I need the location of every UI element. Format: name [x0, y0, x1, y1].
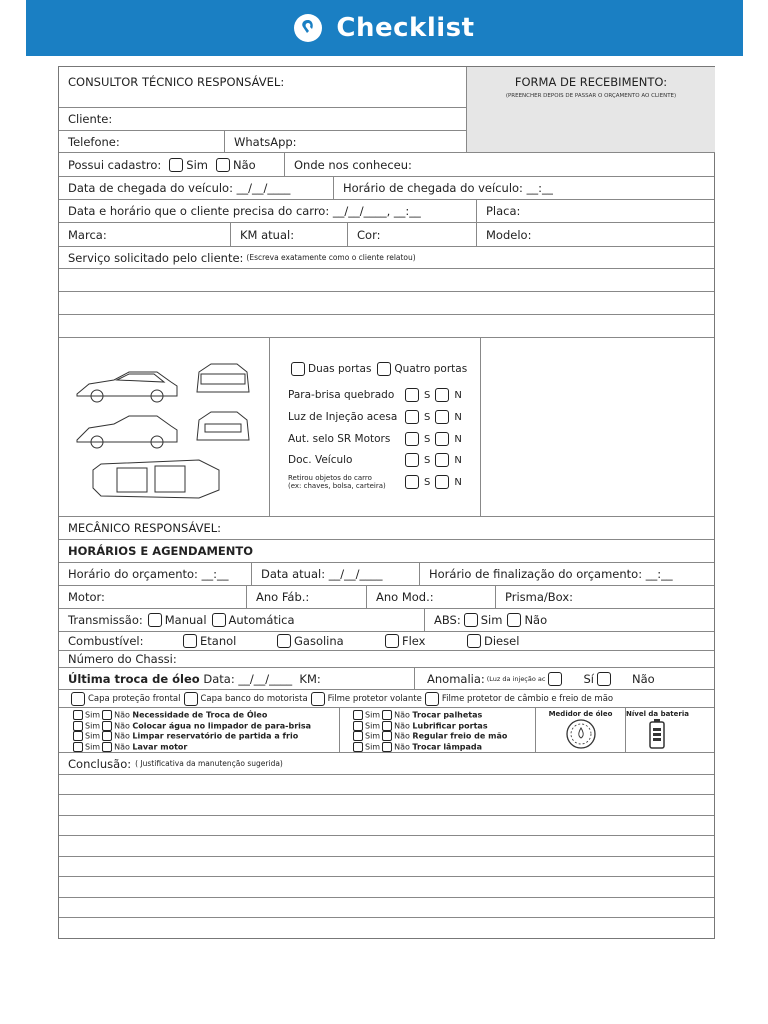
- objetos-s-checkbox[interactable]: [405, 475, 419, 489]
- consultor-field[interactable]: CONSULTOR TÉCNICO RESPONSÁVEL:: [68, 75, 285, 89]
- check-row-objetos: Retirou objetos do carro (ex: chaves, bolsa, carteira) S N: [288, 474, 462, 490]
- check-motor-sim[interactable]: [73, 742, 83, 752]
- filme-cambio-checkbox[interactable]: [425, 692, 439, 706]
- ano-mod-field[interactable]: Ano Mod.:: [367, 586, 496, 608]
- cadastro-field: Possui cadastro: Sim Não: [59, 153, 285, 176]
- marca-field[interactable]: Marca:: [59, 223, 231, 246]
- check-palhetas-sim[interactable]: [353, 710, 363, 720]
- battery-meter[interactable]: Nível da bateria: [626, 708, 689, 752]
- doc-s-checkbox[interactable]: [405, 453, 419, 467]
- servico-line-2[interactable]: [59, 292, 714, 315]
- servico-line-1[interactable]: [59, 269, 714, 292]
- doc-n-checkbox[interactable]: [435, 453, 449, 467]
- capa-banco-checkbox[interactable]: [184, 692, 198, 706]
- vehicle-checks: Duas portas Quatro portas Para-brisa quebrado S N Luz de Injeção acesa S N Aut. selo SR Motors S N Doc. Veículo S N Retirou objetos do carro (ex: chaves, bolsa, carteira) S N: [270, 338, 481, 516]
- capa-frontal-checkbox[interactable]: [71, 692, 85, 706]
- check-row-selo: Aut. selo SR Motors S N: [288, 433, 462, 445]
- data-chegada-field[interactable]: Data de chegada do veículo: __/__/____: [59, 177, 334, 199]
- oil-meter[interactable]: Medidor de óleo: [536, 708, 626, 752]
- abs-field: ABS: Sim Não: [434, 613, 548, 627]
- ultima-troca-field[interactable]: Última troca de óleo Data: __/__/____ KM:: [59, 668, 415, 689]
- modelo-field[interactable]: Modelo:: [486, 227, 532, 242]
- check-agua-sim[interactable]: [73, 721, 83, 731]
- luz-injecao-n-checkbox[interactable]: [435, 410, 449, 424]
- cadastro-nao-checkbox[interactable]: [216, 158, 230, 172]
- quatro-portas-checkbox[interactable]: [377, 362, 391, 376]
- capas-row: Capa proteção frontal Capa banco do motorista Filme protetor volante Filme protetor de câmbio e freio de mão: [59, 690, 613, 707]
- ano-fab-field[interactable]: Ano Fáb.:: [247, 586, 367, 608]
- checklist-form: [58, 66, 715, 939]
- para-brisa-s-checkbox[interactable]: [405, 388, 419, 402]
- servico-line-3[interactable]: [59, 315, 714, 338]
- manual-checkbox[interactable]: [148, 613, 162, 627]
- check-oleo-nao[interactable]: [102, 710, 112, 720]
- brand-logo-icon: [294, 14, 322, 42]
- check-reservatorio-sim[interactable]: [73, 731, 83, 741]
- filme-volante-checkbox[interactable]: [311, 692, 325, 706]
- selo-s-checkbox[interactable]: [405, 432, 419, 446]
- conclusao-line-4[interactable]: [59, 836, 714, 857]
- check-lampada-sim[interactable]: [353, 742, 363, 752]
- horario-orcamento-field[interactable]: Horário do orçamento: __:__: [59, 563, 252, 585]
- data-precisa-field[interactable]: Data e horário que o cliente precisa do carro: __/__/____, __:__: [59, 200, 477, 222]
- telefone-field[interactable]: Telefone:: [59, 131, 225, 152]
- check-motor-nao[interactable]: [102, 742, 112, 752]
- chassi-field[interactable]: Número do Chassi:: [68, 652, 177, 666]
- conclusao-line-6[interactable]: [59, 877, 714, 898]
- duas-portas-checkbox[interactable]: [291, 362, 305, 376]
- etanol-checkbox[interactable]: [183, 634, 197, 648]
- check-row-para-brisa: Para-brisa quebrado S N: [288, 389, 462, 401]
- battery-icon: [647, 718, 667, 750]
- cor-field[interactable]: Cor:: [348, 223, 477, 246]
- transmissao-field: Transmissão: Manual Automática: [59, 609, 425, 631]
- check-oleo-sim[interactable]: [73, 710, 83, 720]
- check-agua-nao[interactable]: [102, 721, 112, 731]
- conclusao-line-3[interactable]: [59, 816, 714, 836]
- check-reservatorio-nao[interactable]: [102, 731, 112, 741]
- horario-final-field[interactable]: Horário de finalização do orçamento: __:__: [429, 567, 673, 581]
- conclusao-line-7[interactable]: [59, 898, 714, 918]
- anomalia-nao-checkbox[interactable]: [597, 672, 611, 686]
- abs-sim-checkbox[interactable]: [464, 613, 478, 627]
- motor-field[interactable]: Motor:: [59, 586, 247, 608]
- placa-field[interactable]: Placa:: [486, 204, 521, 218]
- check-portas-sim[interactable]: [353, 721, 363, 731]
- cadastro-sim-checkbox[interactable]: [169, 158, 183, 172]
- prisma-field[interactable]: Prisma/Box:: [505, 590, 574, 604]
- diesel-checkbox[interactable]: [467, 634, 481, 648]
- conclusao-field[interactable]: Conclusão: ( Justificativa da manutenção sugerida): [68, 756, 283, 771]
- conheceu-field[interactable]: Onde nos conheceu:: [294, 157, 412, 172]
- oil-gauge-icon: [564, 718, 598, 750]
- check-freio-sim[interactable]: [353, 731, 363, 741]
- selo-n-checkbox[interactable]: [435, 432, 449, 446]
- check-row-doc: Doc. Veículo S N: [288, 454, 462, 466]
- vehicle-diagram[interactable]: [59, 338, 270, 516]
- servico-field[interactable]: Serviço solicitado pelo cliente: (Escreva exatamente como o cliente relatou): [68, 250, 416, 265]
- horario-chegada-field[interactable]: Horário de chegada do veículo: __:__: [343, 181, 554, 195]
- check-lampada-nao[interactable]: [382, 742, 392, 752]
- car-outline-icon: [69, 352, 259, 502]
- para-brisa-n-checkbox[interactable]: [435, 388, 449, 402]
- abs-nao-checkbox[interactable]: [507, 613, 521, 627]
- checks-left: Sim Não Necessidade de Troca de Óleo Sim Não Colocar água no limpador de para-brisa Sim Não Limpar reservatório de partida a frio Sim Não Lavar motor: [59, 708, 340, 752]
- anomalia-sim-checkbox[interactable]: [548, 672, 562, 686]
- cliente-field[interactable]: Cliente:: [68, 112, 113, 126]
- combustivel-field: Combustível: Etanol Gasolina Flex Diesel: [68, 634, 520, 648]
- conclusao-line-2[interactable]: [59, 795, 714, 816]
- anomalia-field: Anomalia: (Luz da injeção ac Sí Não: [427, 671, 655, 686]
- conclusao-line-8[interactable]: [59, 918, 714, 939]
- whatsapp-field[interactable]: WhatsApp:: [234, 134, 297, 149]
- automatica-checkbox[interactable]: [212, 613, 226, 627]
- check-palhetas-nao[interactable]: [382, 710, 392, 720]
- check-freio-nao[interactable]: [382, 731, 392, 741]
- mecanico-field[interactable]: MECÂNICO RESPONSÁVEL:: [68, 521, 222, 535]
- check-portas-nao[interactable]: [382, 721, 392, 731]
- checks-right: Sim Não Trocar palhetas Sim Não Lubrificar portas Sim Não Regular freio de mão Sim Não Trocar lâmpada: [340, 708, 536, 752]
- page-title: Checklist: [336, 13, 475, 43]
- gasolina-checkbox[interactable]: [277, 634, 291, 648]
- objetos-n-checkbox[interactable]: [435, 475, 449, 489]
- forma-recebimento-box[interactable]: FORMA DE RECEBIMENTO: (PREENCHER DEPOIS DE PASSAR O ORÇAMENTO AO CLIENTE): [467, 67, 715, 153]
- data-atual-field[interactable]: Data atual: __/__/____: [252, 563, 420, 585]
- page-header: [26, 0, 743, 56]
- conclusao-line-5[interactable]: [59, 857, 714, 877]
- flex-checkbox[interactable]: [385, 634, 399, 648]
- km-atual-field[interactable]: KM atual:: [231, 223, 348, 246]
- check-row-luz-injecao: Luz de Injeção acesa S N: [288, 411, 462, 423]
- horarios-heading: HORÁRIOS E AGENDAMENTO: [68, 544, 254, 558]
- luz-injecao-s-checkbox[interactable]: [405, 410, 419, 424]
- conclusao-line-1[interactable]: [59, 775, 714, 795]
